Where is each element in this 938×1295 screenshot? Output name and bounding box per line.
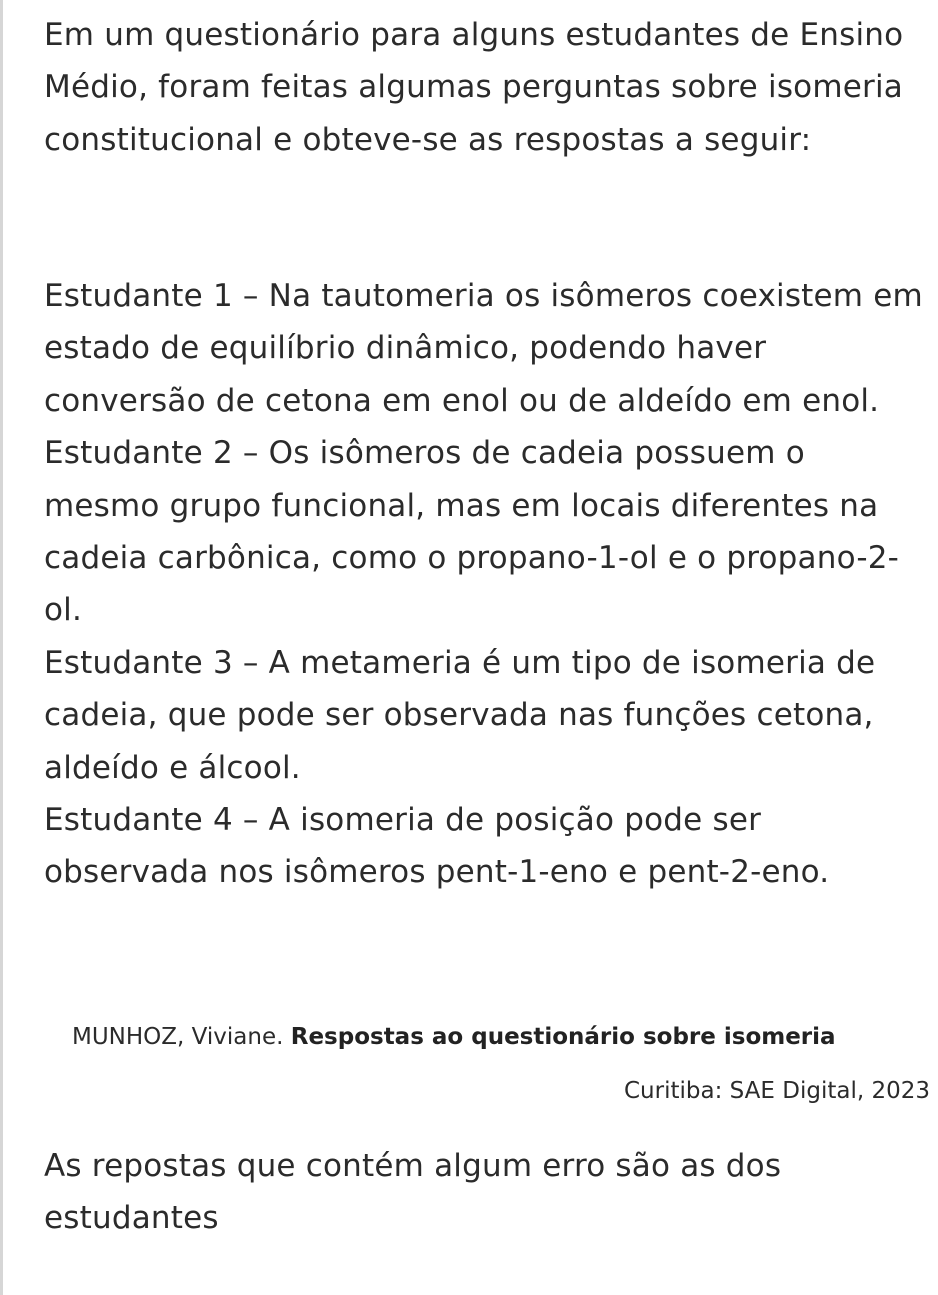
answer-student-4: Estudante 4 – A isomeria de posição pode ser observada nos isômeros pent-1-eno e pent-2-eno.: [44, 802, 830, 891]
citation-author: MUNHOZ, Viviane.: [72, 1024, 284, 1050]
answer-student-2: Estudante 2 – Os isômeros de cadeia possuem o mesmo grupo funcional, mas em locais diferentes na cadeia carbônica, como o propano-1-ol e o propano-2-ol.: [44, 435, 900, 629]
answer-student-3: Estudante 3 – A metameria é um tipo de isomeria de cadeia, que pode ser observada nas funções cetona, aldeído e álcool.: [44, 644, 876, 786]
citation-title: Respostas ao questionário sobre isomeria: [290, 1024, 836, 1050]
intro-text: Em um questionário para alguns estudantes de Ensino Médio, foram feitas algumas perguntas sobre isomeria constitucional e obteve-se as respostas a seguir:: [44, 17, 904, 158]
citation: [72, 1022, 938, 1052]
left-border: [0, 0, 3, 1295]
answer-student-1: Estudante 1 – Na tautomeria os isômeros coexistem em estado de equilíbrio dinâmico, podendo haver conversão de cetona em enol ou de aldeído em enol.: [44, 278, 923, 419]
question-prompt: As repostas que contém algum erro são as dos estudantes: [44, 1148, 782, 1237]
citation-place: Curitiba: SAE Digital, 2023: [624, 1078, 930, 1104]
answers-list: [44, 270, 924, 899]
